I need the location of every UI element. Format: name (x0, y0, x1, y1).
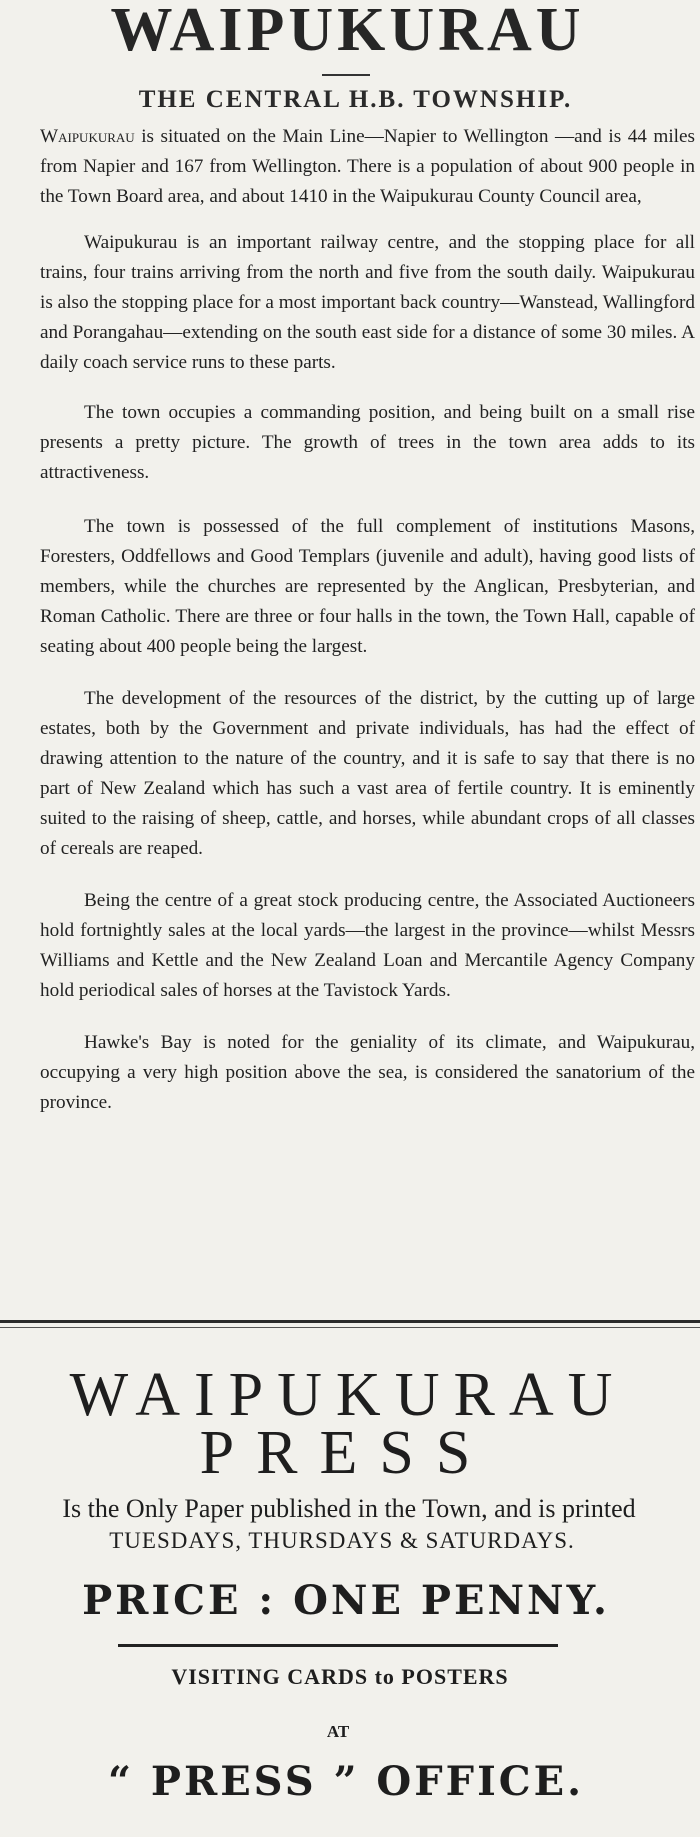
ad-title-press: PRESS (199, 1419, 493, 1487)
paragraph-1 (40, 122, 695, 212)
ad-title-waipukurau: WAIPUKURAU (69, 1361, 627, 1429)
ad-visiting-cards: VISITING CARDS to POSTERS (171, 1664, 509, 1689)
article-subheading: THE CENTRAL H.B. TOWNSHIP. (138, 86, 573, 113)
paragraph-4: The town is possessed of the full complement of institutions Masons, Foresters, Oddfellows and Good Templars (juvenile and adult), having good lists of members, while the churches are represented by the Anglican, Presbyterian, and Roman Catholic. There are three or four halls in the town, the Town Hall, capable of seating about 400 people being the largest. (40, 516, 695, 657)
lead-word: Waipukurau (40, 126, 135, 147)
paragraph-7: Hawke's Bay is noted for the geniality of its climate, and Waipukurau, occupying a very high position above the sea, is considered the sanatorium of the province. (40, 1032, 695, 1113)
short-divider (322, 74, 370, 76)
ad-price: PRICE : ONE PENNY. (82, 1577, 610, 1624)
paragraph-6: Being the centre of a great stock producing centre, the Associated Auctioneers hold fortnightly sales at the local yards—the largest in the province—whilst Messrs Williams and Kettle and the New Zealand Loan and Mercantile Agency Company hold periodical sales of horses at the Tavistock Yards. (40, 890, 695, 1001)
article (40, 0, 695, 1118)
section-divider (0, 1320, 700, 1323)
paragraph-1-text: is situated on the Main Line—Napier to Wellington —and is 44 miles from Napier and 167 from Wellington. There is a population of about 900 people in the Town Board area, and about 1410 in the Waipukurau County Council area, (40, 126, 695, 207)
section-divider-thin (0, 1327, 700, 1328)
paragraph-3: The town occupies a commanding position, and being built on a small rise presents a pretty picture. The growth of trees in the town area adds to its attractiveness. (40, 402, 695, 483)
paragraph-5: The development of the resources of the district, by the cutting up of large estates, both by the Government and private individuals, has had the effect of drawing attention to the nature of the country, and it is safe to say that there is no part of New Zealand which has such a vast area of fertile country. It is eminently suited to the raising of sheep, cattle, and horses, while abundant crops of all classes of cereals are reaped. (40, 688, 695, 859)
article-masthead: WAIPUKURAU (110, 0, 585, 64)
ad-divider (118, 1644, 558, 1647)
ad-press-office: “ PRESS ” OFFICE. (107, 1758, 585, 1805)
ad-at: AT (326, 1722, 350, 1741)
paragraph-2: Waipukurau is an important railway centre, and the stopping place for all trains, four trains arriving from the north and five from the south daily. Waipukurau is also the stopping place for a most important back country—Wanstead, Wallingford and Porangahau—extending on the south east side for a distance of some 30 miles. A daily coach service runs to these parts. (40, 232, 695, 373)
ad-only-paper-line: Is the Only Paper published in the Town, and is printed (62, 1494, 636, 1523)
press-advertisement (0, 1340, 700, 1807)
ad-days-line: TUESDAYS, THURSDAYS & SATURDAYS. (109, 1528, 575, 1553)
